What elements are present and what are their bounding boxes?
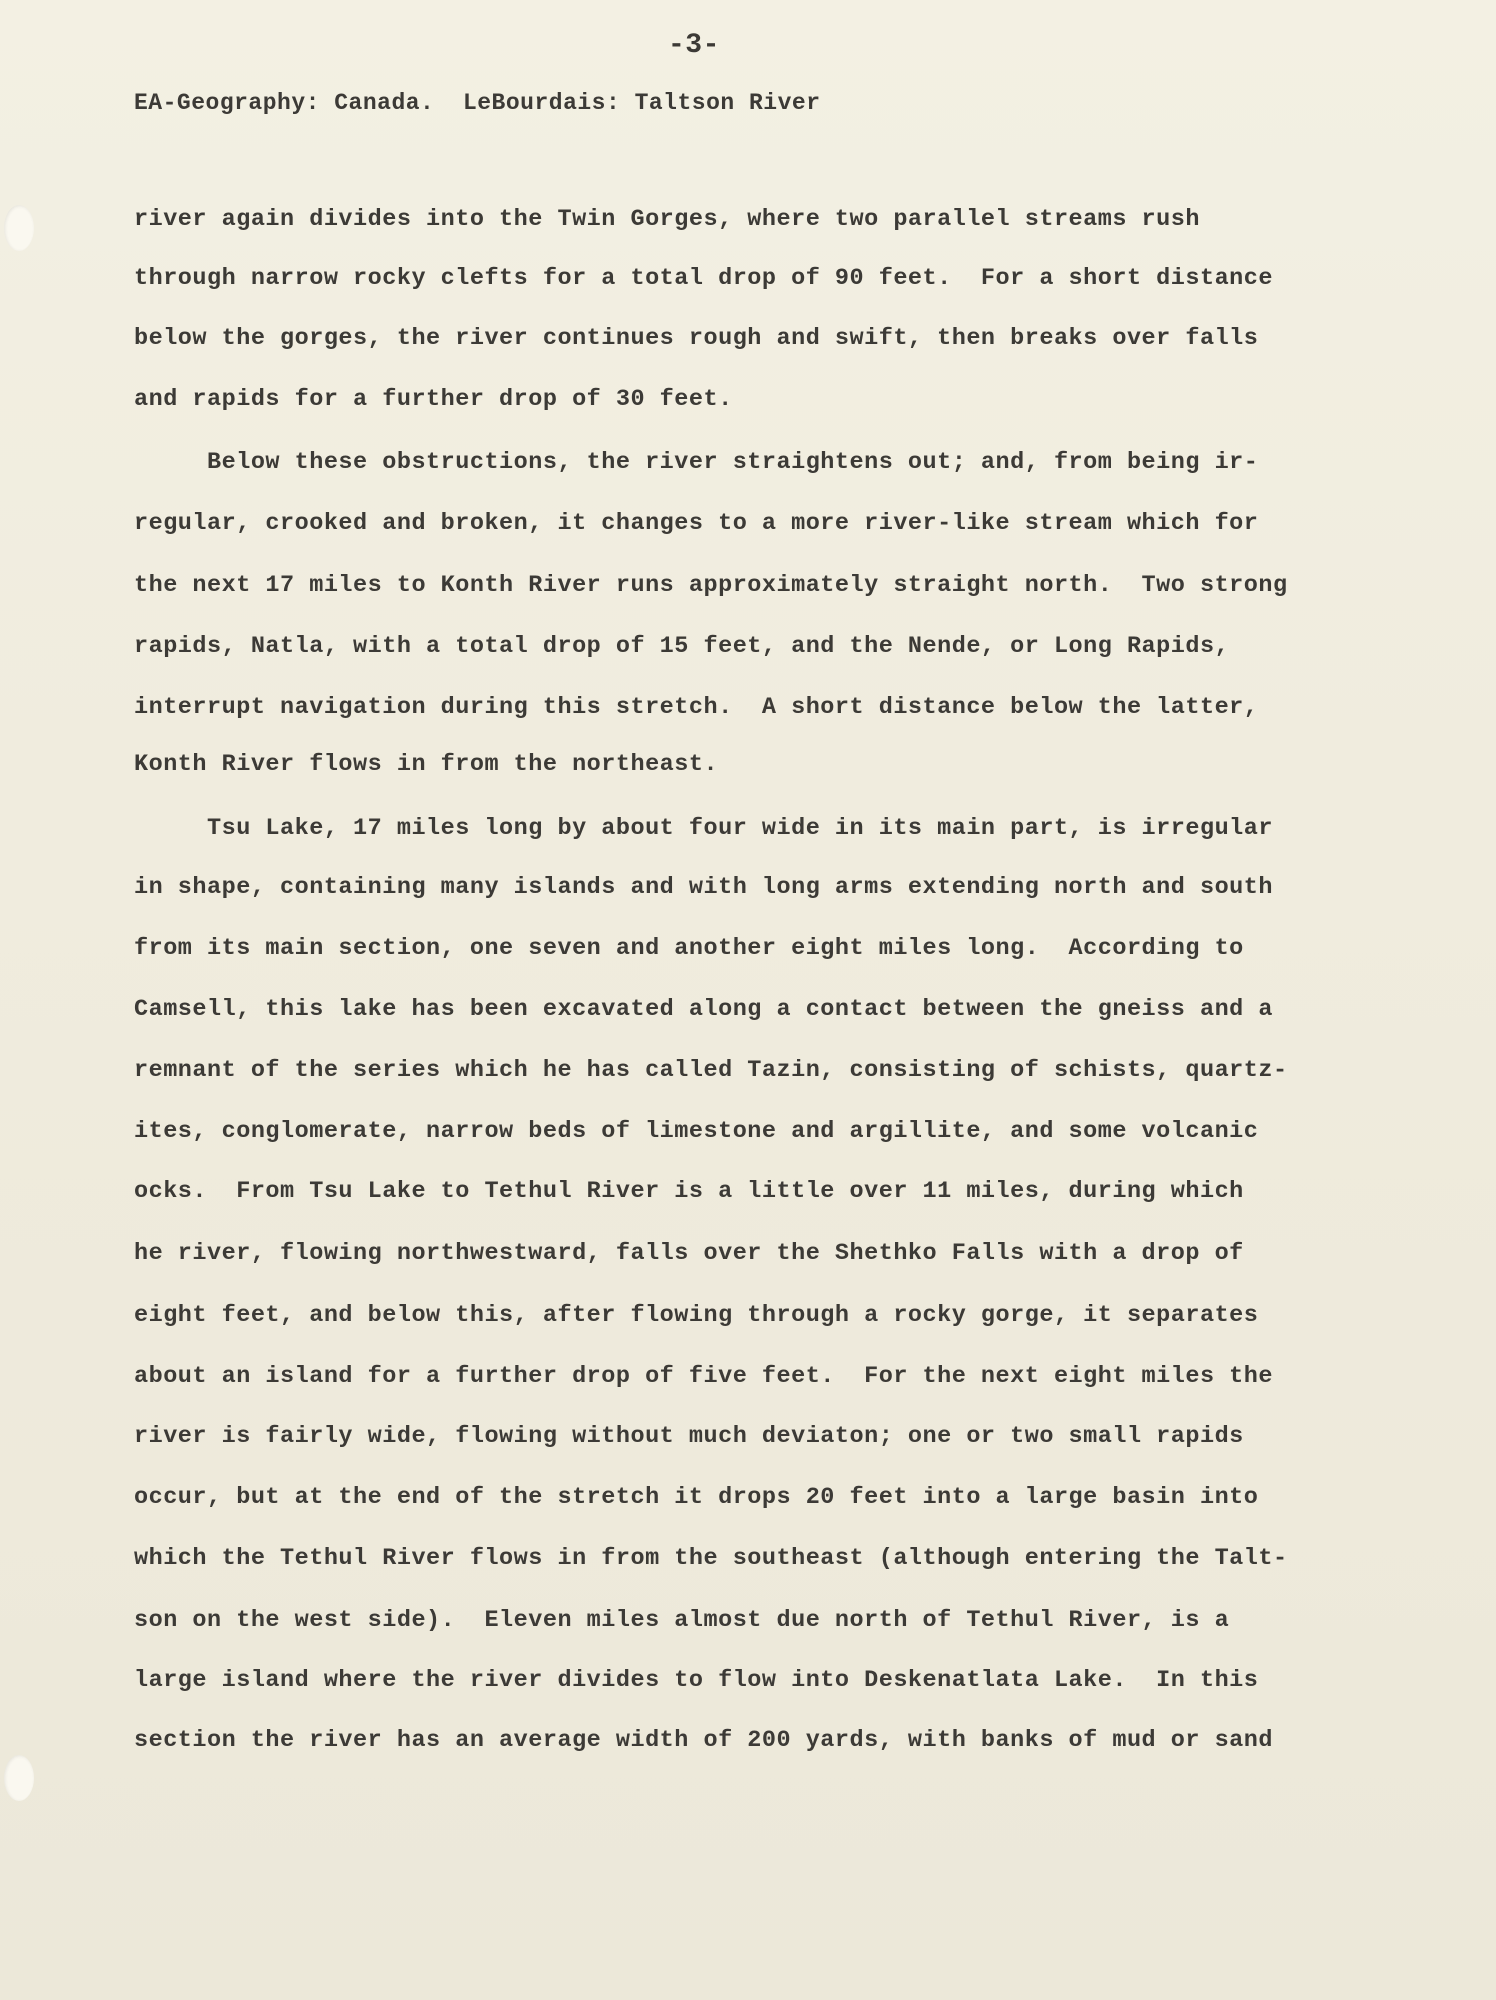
text-line: about an island for a further drop of five feet. For the next eight miles the — [134, 1363, 1273, 1390]
page-number: -3- — [668, 30, 720, 61]
text-line: the next 17 miles to Konth River runs approximately straight north. Two strong — [134, 572, 1288, 599]
text-line: Tsu Lake, 17 miles long by about four wide in its main part, is irregular — [134, 815, 1273, 842]
text-line: ites, conglomerate, narrow beds of limestone and argillite, and some volcanic — [134, 1118, 1259, 1145]
text-line: ocks. From Tsu Lake to Tethul River is a little over 11 miles, during which — [134, 1178, 1244, 1205]
text-line: eight feet, and below this, after flowing through a rocky gorge, it separates — [134, 1302, 1259, 1329]
punch-hole — [4, 205, 34, 251]
text-line: from its main section, one seven and another eight miles long. According to — [134, 935, 1244, 962]
text-line: large island where the river divides to flow into Deskenatlata Lake. In this — [134, 1667, 1259, 1694]
text-line: which the Tethul River flows in from the southeast (although entering the Talt- — [134, 1545, 1288, 1572]
text-line: in shape, containing many islands and with long arms extending north and south — [134, 874, 1273, 901]
text-line: interrupt navigation during this stretch. A short distance below the latter, — [134, 694, 1259, 721]
punch-hole — [4, 1755, 34, 1801]
text-line: river again divides into the Twin Gorges, where two parallel streams rush — [134, 206, 1200, 233]
text-line: below the gorges, the river continues rough and swift, then breaks over falls — [134, 325, 1259, 352]
text-line: occur, but at the end of the stretch it drops 20 feet into a large basin into — [134, 1484, 1259, 1511]
text-line: rapids, Natla, with a total drop of 15 feet, and the Nende, or Long Rapids, — [134, 633, 1230, 660]
text-line: Camsell, this lake has been excavated along a contact between the gneiss and a — [134, 996, 1273, 1023]
text-line: section the river has an average width of 200 yards, with banks of mud or sand — [134, 1727, 1273, 1754]
document-header: EA-Geography: Canada. LeBourdais: Taltson River — [134, 90, 821, 116]
text-line: through narrow rocky clefts for a total drop of 90 feet. For a short distance — [134, 265, 1273, 292]
text-line: he river, flowing northwestward, falls over the Shethko Falls with a drop of — [134, 1240, 1244, 1267]
text-line: son on the west side). Eleven miles almost due north of Tethul River, is a — [134, 1607, 1230, 1634]
text-line: Below these obstructions, the river straightens out; and, from being ir- — [134, 449, 1259, 476]
text-line: regular, crooked and broken, it changes to a more river-like stream which for — [134, 510, 1259, 537]
text-line: remnant of the series which he has called Tazin, consisting of schists, quartz- — [134, 1057, 1288, 1084]
text-line: Konth River flows in from the northeast. — [134, 751, 719, 778]
text-line: river is fairly wide, flowing without much deviaton; one or two small rapids — [134, 1423, 1244, 1450]
text-line: and rapids for a further drop of 30 feet. — [134, 386, 733, 413]
